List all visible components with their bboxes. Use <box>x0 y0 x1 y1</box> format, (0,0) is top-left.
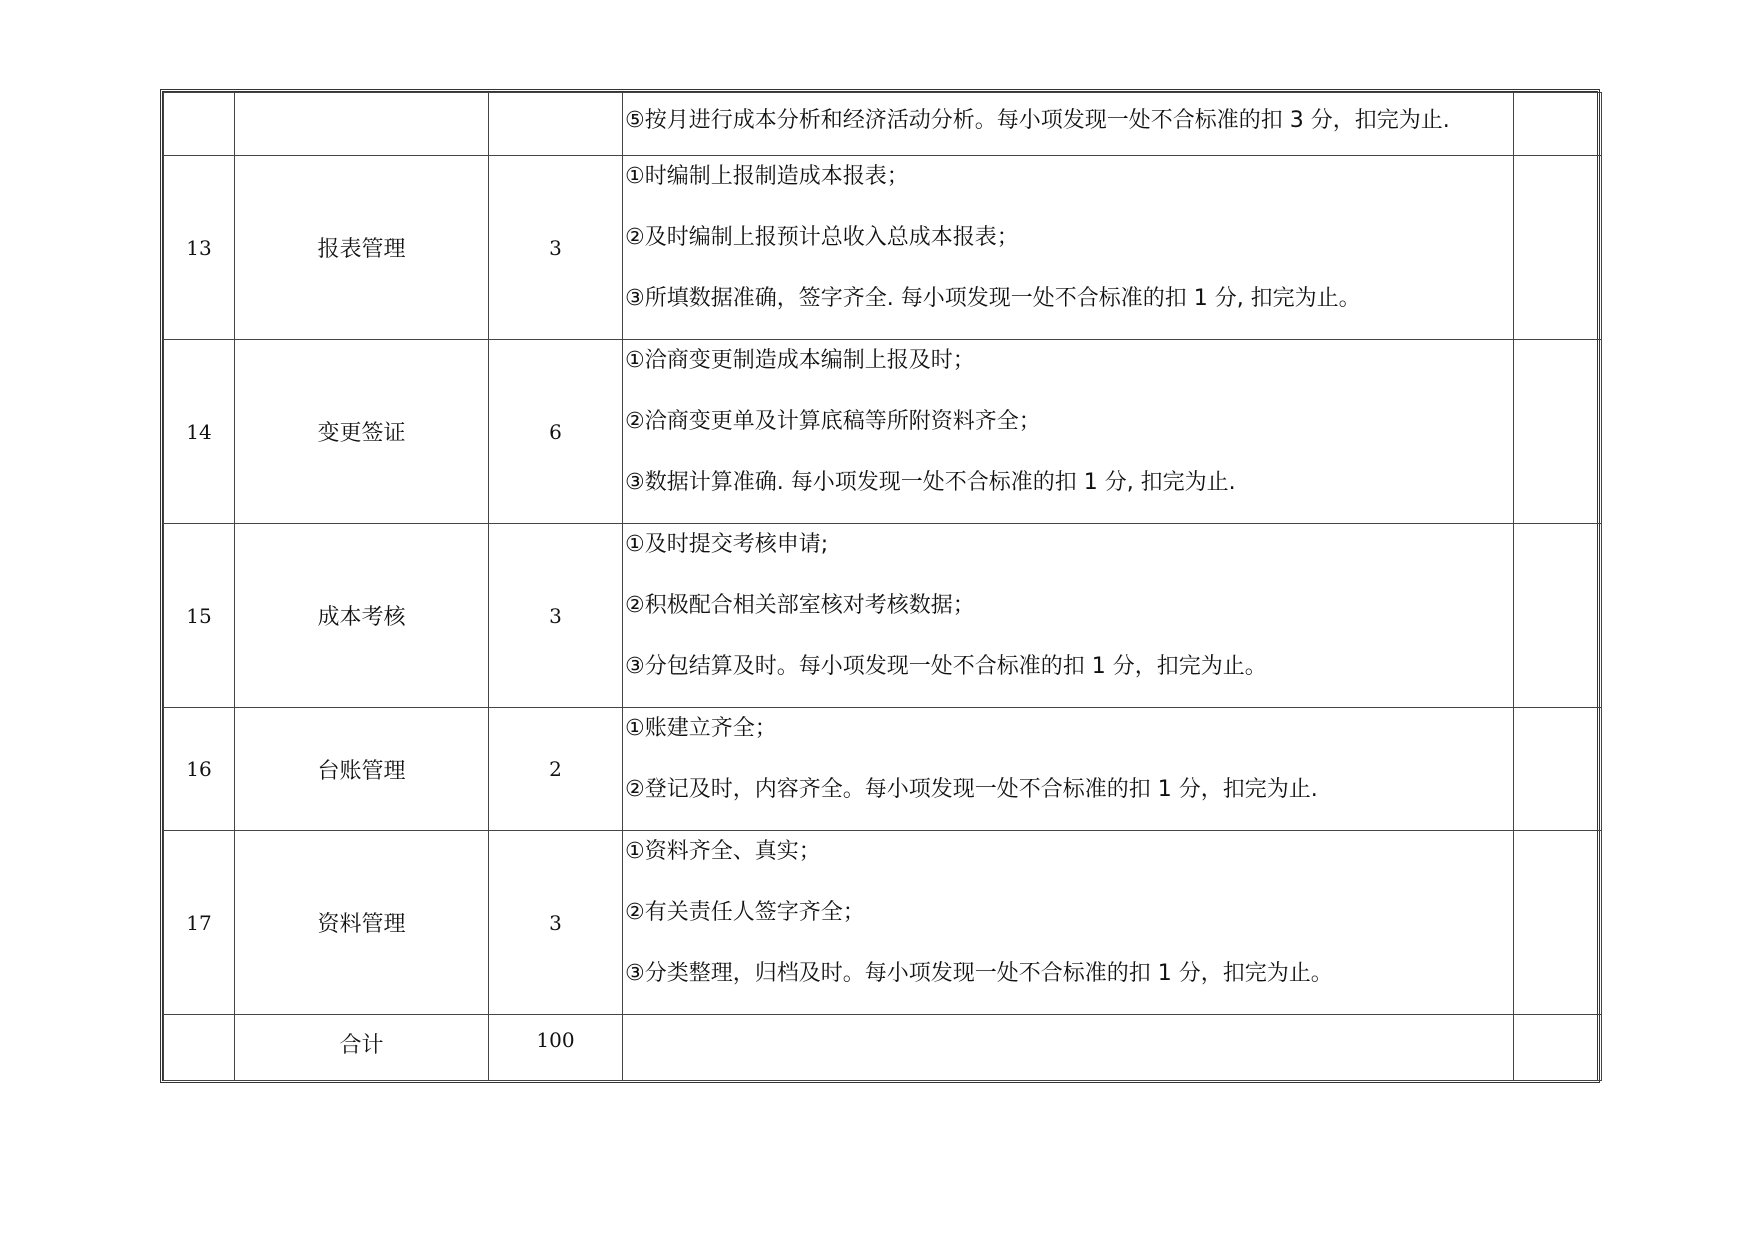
row-number-cell: 14 <box>164 340 235 524</box>
criteria-cell <box>623 831 1514 1015</box>
table-row <box>164 524 1602 708</box>
remark-cell <box>1514 831 1602 1015</box>
remark-cell <box>1514 524 1602 708</box>
table-row <box>164 340 1602 524</box>
criteria-line: ②洽商变更单及计算底稿等所附资料齐全； <box>625 409 1041 434</box>
criteria-cell <box>623 524 1514 708</box>
total-score-cell: 100 <box>489 1015 623 1081</box>
total-row <box>164 1015 1602 1081</box>
criteria-cell <box>623 93 1514 156</box>
item-name-cell: 报表管理 <box>235 156 489 340</box>
criteria-cell <box>623 340 1514 524</box>
criteria-line: ③数据计算准确. 每小项发现一处不合标准的扣 1 分, 扣完为止. <box>625 470 1236 495</box>
criteria-line: ①账建立齐全； <box>625 716 777 741</box>
criteria-line: ③所填数据准确，签字齐全. 每小项发现一处不合标准的扣 1 分, 扣完为止。 <box>625 286 1361 311</box>
score-cell: 6 <box>489 340 623 524</box>
scoring-table <box>163 92 1602 1081</box>
criteria-line: ⑤按月进行成本分析和经济活动分析。每小项发现一处不合标准的扣 3 分，扣完为止. <box>625 108 1450 133</box>
remark-cell <box>1514 340 1602 524</box>
score-cell: 3 <box>489 524 623 708</box>
criteria-line: ③分包结算及时。每小项发现一处不合标准的扣 1 分，扣完为止。 <box>625 654 1267 679</box>
criteria-line: ①洽商变更制造成本编制上报及时； <box>625 348 975 373</box>
criteria-line: ①资料齐全、真实； <box>625 839 821 864</box>
score-cell: 2 <box>489 708 623 831</box>
item-name-cell: 资料管理 <box>235 831 489 1015</box>
item-name-cell <box>235 93 489 156</box>
remark-cell <box>1514 1015 1602 1081</box>
table-row <box>164 708 1602 831</box>
row-number-cell: 16 <box>164 708 235 831</box>
remark-cell <box>1514 93 1602 156</box>
criteria-line: ①时编制上报制造成本报表； <box>625 164 909 189</box>
criteria-line: ①及时提交考核申请; <box>625 532 829 557</box>
score-cell: 3 <box>489 831 623 1015</box>
table-row <box>164 831 1602 1015</box>
item-name-cell: 变更签证 <box>235 340 489 524</box>
score-cell: 3 <box>489 156 623 340</box>
item-name-cell: 台账管理 <box>235 708 489 831</box>
criteria-cell <box>623 1015 1514 1081</box>
criteria-line: ②积极配合相关部室核对考核数据； <box>625 593 975 618</box>
remark-cell <box>1514 708 1602 831</box>
criteria-line: ②登记及时，内容齐全。每小项发现一处不合标准的扣 1 分，扣完为止. <box>625 777 1318 802</box>
row-number-cell: 13 <box>164 156 235 340</box>
row-number-cell <box>164 1015 235 1081</box>
item-name-cell: 成本考核 <box>235 524 489 708</box>
criteria-line: ③分类整理，归档及时。每小项发现一处不合标准的扣 1 分，扣完为止。 <box>625 961 1333 986</box>
criteria-cell <box>623 156 1514 340</box>
table-row <box>164 93 1602 156</box>
row-number-cell: 15 <box>164 524 235 708</box>
criteria-line: ②及时编制上报预计总收入总成本报表； <box>625 225 1019 250</box>
table-row <box>164 156 1602 340</box>
row-number-cell <box>164 93 235 156</box>
scoring-table-frame <box>160 89 1600 1083</box>
row-number-cell: 17 <box>164 831 235 1015</box>
total-label-cell: 合计 <box>235 1015 489 1081</box>
criteria-line: ②有关责任人签字齐全； <box>625 900 865 925</box>
remark-cell <box>1514 156 1602 340</box>
criteria-cell <box>623 708 1514 831</box>
score-cell <box>489 93 623 156</box>
